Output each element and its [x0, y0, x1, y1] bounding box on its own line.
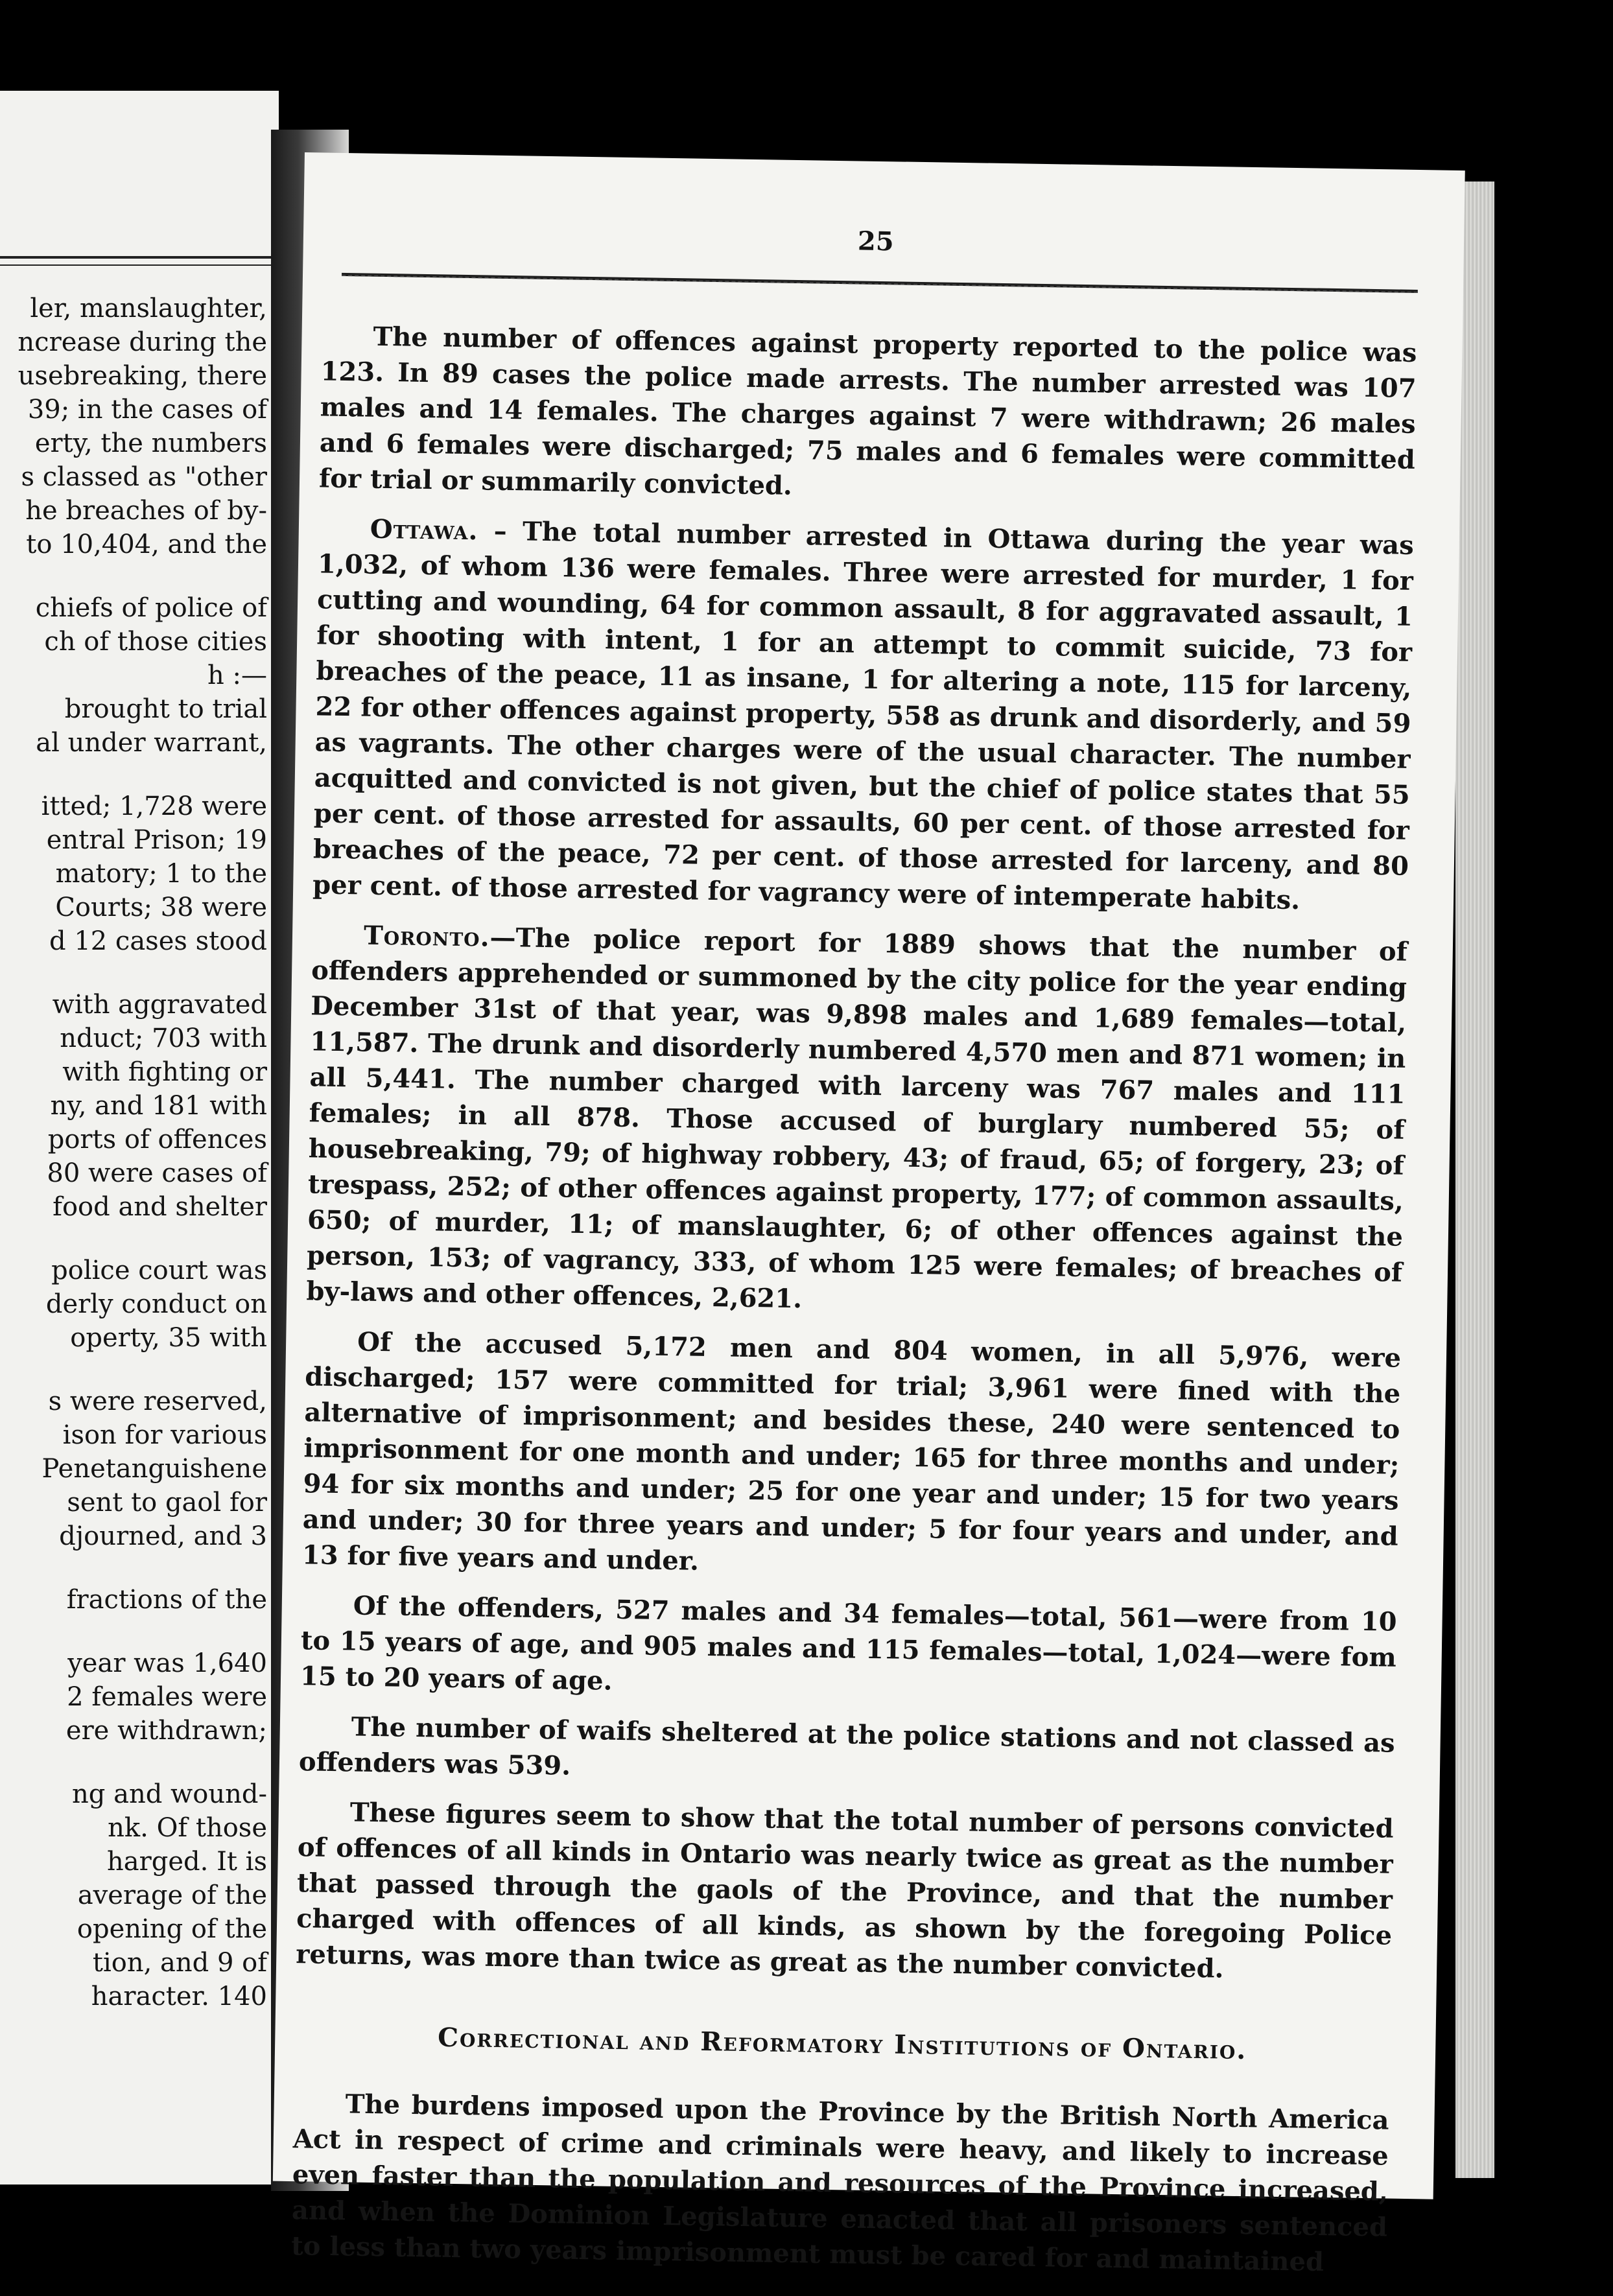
text-line: ler, manslaughter, — [30, 294, 267, 323]
paragraph-waifs: The number of waifs sheltered at the police stations and not classed as offenders was 539. — [298, 1711, 1396, 1781]
header-rule — [342, 273, 1418, 293]
text-line: djourned, and 3 — [59, 1521, 267, 1551]
text-line: h :— — [207, 661, 267, 690]
text-line: al under warrant, — [36, 728, 267, 758]
toronto-text: —The police report for 1889 shows that the number of offenders apprehended or summoned by the city police for the year ending December 31st of that year, was 9,898 males and 1,689 females—total, 11,587. The drunk and disorderly numbered 4,570 men and 871 women; in all 5,441. The number charged with larceny was 767 males and 111 females; in all 878. Those accused of burglary numbered 55; of housebreaking, 79; of highway robbery, 43; of fraud, 65; of forgery, 23; of trespass, 252; of other offences against property, 177; of common assaults, 650; of murder, 11; of manslaughter, 6; of other offences against the person, 153; of vagrancy, 333, of whom 125 were females; of breaches of by-laws and other offences, 2,621. — [306, 922, 1408, 1315]
page-body — [290, 318, 1417, 2295]
paragraph-toronto — [306, 917, 1407, 1326]
header-rule — [0, 264, 272, 266]
text-line: average of the — [77, 1880, 267, 1910]
line-gap — [0, 561, 267, 591]
text-line: tion, and 9 of — [92, 1948, 267, 1978]
text-line: ison for various — [62, 1420, 267, 1450]
line-gap — [0, 1224, 267, 1254]
text-line: 80 were cases of — [47, 1158, 267, 1188]
text-line: d 12 cases stood — [49, 926, 267, 956]
ottawa-text: – The total number arrested in Ottawa during the year was 1,032, of whom 136 were females. Three were arrested for murder, 1 for cutting and wounding, 64 for common assault, 8 for aggravated assault, 1 for shooting with intent, 1 for an attempt to commit suicide, 73 for breaches of the peace, 11 as insane, 1 for altering a note, 115 for larceny, 22 for other offences against property, 558 as drunk and disorderly, and 59 as vagrants. The other charges were of the usual character. The number acquitted and convicted is not given, but the chief of police states that 55 per cent. of those arrested for assaults, 60 per cent. of those arrested for breaches of the peace, 72 per cent. of those arrested for larceny, and 80 per cent. of those arrested for vagrancy were of intemperate habits. — [312, 515, 1415, 916]
line-gap — [0, 958, 267, 988]
paragraph-burdens: The burdens imposed upon the Province by the British North America Act in respect of crime and criminals were heavy, and likely to increase even faster than the population and resources of the Province increased, and when the Dominion Legislature enacted that all prisoners sentenced to less than two years imprisonment must be cared for and maintained — [290, 2089, 1389, 2278]
text-line: 39; in the cases of — [27, 395, 267, 425]
text-line: he breaches of by- — [25, 496, 267, 526]
paragraph-property-offences: The number of offences against property reported to the police was 123. In 89 cases the police made arrests. The number arrested was 107 males and 14 females. The charges against 7 were withdrawn; 26 males and 6 females were discharged; 75 males and 6 females were committed for trial or summarily convicted. — [318, 321, 1417, 501]
text-line: with aggravated — [52, 990, 267, 1020]
paragraph-offenders-age: Of the offenders, 527 males and 34 females—total, 561—were from 10 to 15 years of age, and 905 males and 115 females—total, 1,024—were fom 15 to 20 years of age. — [300, 1590, 1397, 1696]
header-rule — [0, 256, 272, 259]
text-line: food and shelter — [53, 1192, 267, 1222]
text-line: ng and wound- — [72, 1779, 267, 1809]
ottawa-label: Ottawa. — [370, 513, 478, 546]
text-line: to 10,404, and the — [26, 530, 267, 559]
text-line: Courts; 38 were — [55, 893, 267, 922]
text-line: operty, 35 with — [70, 1323, 267, 1353]
text-line: Penetanguishene — [41, 1454, 267, 1484]
paragraph-figures: These figures seem to show that the total number of persons convicted of offences of all kinds in Ontario was nearly twice as great as the number that passed through the gaols of the Province, and that the number charged with offences of all kinds, as shown by the foregoing Police returns, was more than twice as great as the number convicted. — [295, 1797, 1394, 1984]
previous-page-text — [0, 292, 267, 2013]
text-line: nduct; 703 with — [60, 1024, 267, 1053]
text-line: ny, and 181 with — [50, 1091, 267, 1121]
text-line: haracter. 140 — [91, 1982, 267, 2011]
text-line: ncrease during the — [18, 327, 267, 357]
text-line: derly conduct on — [45, 1289, 267, 1319]
paragraph-ottawa — [312, 510, 1414, 919]
text-line: year was 1,640 — [67, 1648, 267, 1678]
section-heading: Correctional and Reformatory Institutions of Ontario. — [437, 2022, 1247, 2066]
text-line: nk. Of those — [108, 1813, 267, 1843]
page-edges — [1455, 182, 1494, 2178]
current-page — [273, 152, 1465, 2278]
text-line: police court was — [51, 1256, 267, 1285]
text-line: ere withdrawn; — [65, 1716, 267, 1746]
line-gap — [0, 1617, 267, 1646]
text-line: erty, the numbers — [34, 428, 267, 458]
text-line: s classed as "other — [21, 462, 267, 492]
text-line: fractions of the — [66, 1585, 267, 1615]
text-line: sent to gaol for — [67, 1488, 267, 1517]
previous-page — [0, 91, 279, 2185]
text-line: opening of the — [77, 1914, 267, 1944]
line-gap — [0, 760, 267, 790]
text-line: usebreaking, there — [18, 361, 267, 391]
text-line: with fighting or — [62, 1057, 267, 1087]
line-gap — [0, 1553, 267, 1583]
text-line: itted; 1,728 were — [41, 791, 267, 821]
text-line: harged. It is — [107, 1847, 267, 1877]
paragraph-accused: Of the accused 5,172 men and 804 women, in all 5,976, were discharged; 157 were committed for trial; 3,961 were fined with the alternative of imprisonment; and besides these, 240 were sentenced to imprisonment for one month and under; 165 for three months and under; 94 for six months and under; 25 for one year and under; 15 for two years and under; 30 for three years and under; 5 for four years and under, and 13 for five years and under. — [301, 1326, 1402, 1576]
line-gap — [0, 1748, 267, 1777]
text-line: matory; 1 to the — [55, 859, 267, 889]
text-line: brought to trial — [64, 694, 267, 724]
text-line: entral Prison; 19 — [46, 825, 267, 855]
text-line: ch of those cities — [44, 627, 267, 657]
page-number: 25 — [857, 226, 894, 257]
text-line: 2 females were — [67, 1682, 267, 1712]
text-line: chiefs of police of — [35, 593, 267, 623]
text-line: ports of offences — [47, 1125, 267, 1154]
text-line: s were reserved, — [48, 1387, 267, 1416]
line-gap — [0, 1355, 267, 1385]
toronto-label: Toronto. — [363, 920, 490, 953]
